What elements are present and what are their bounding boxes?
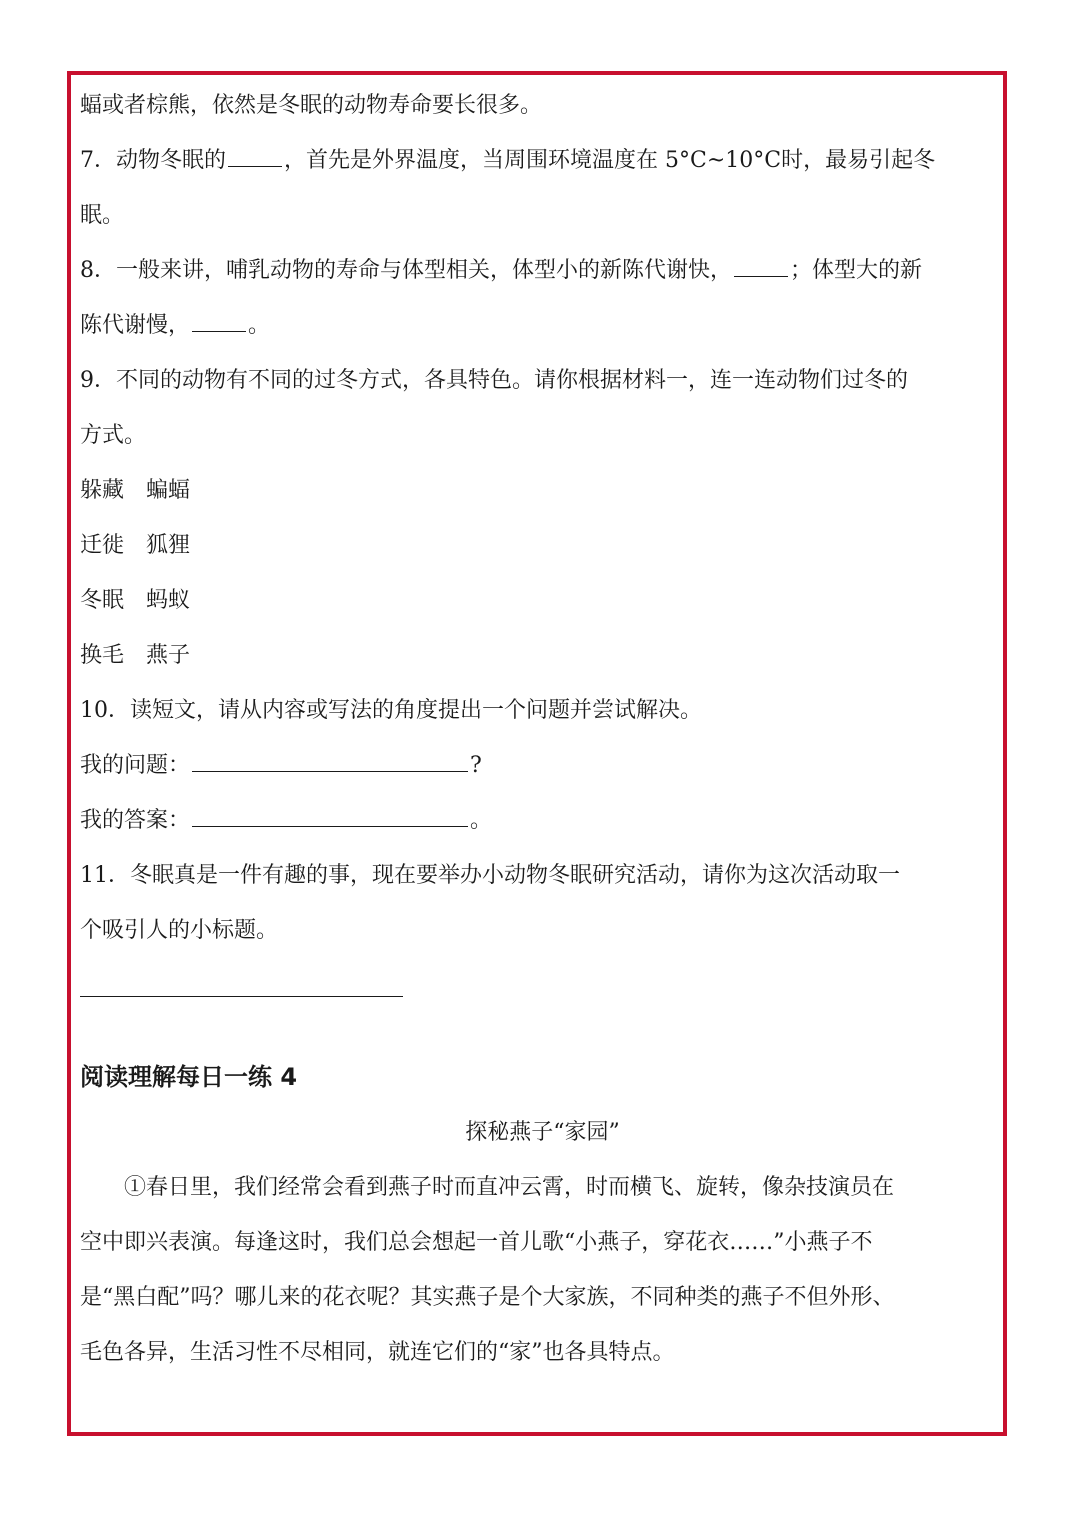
my-question-row xyxy=(80,738,1005,793)
paragraph-line: 毛色各异，生活习性不尽相同，就连它们的“家”也各具特点。 xyxy=(80,1340,675,1365)
question-11: 11．冬眠真是一件有趣的事，现在要举办小动物冬眠研究活动，请你为这次活动取一 xyxy=(80,863,900,888)
animal-label[interactable]: 燕子 xyxy=(146,643,191,668)
method-label[interactable]: 冬眠 xyxy=(80,588,125,613)
paragraph-line: 是“黑白配”吗？哪儿来的花衣呢？其实燕子是个大家族，不同种类的燕子不但外形、 xyxy=(80,1285,895,1310)
my-answer-end: 。 xyxy=(470,808,493,833)
my-question-label: 我的问题： xyxy=(80,753,191,778)
carryover-line: 蝠或者棕熊，依然是冬眠的动物寿命要长很多。 xyxy=(80,93,543,118)
question-7-cont: 眠。 xyxy=(80,203,125,228)
question-11-cont: 个吸引人的小标题。 xyxy=(80,918,279,943)
pair-row xyxy=(80,573,1005,628)
q7-suffix: ，首先是外界温度，当周围环境温度在 5°C~10°C时，最易引起冬 xyxy=(284,148,936,173)
worksheet-content xyxy=(80,78,1005,1380)
pair-row xyxy=(80,628,1005,683)
q7-prefix: 7．动物冬眠的 xyxy=(80,148,226,173)
question-8 xyxy=(80,243,1005,298)
q8-cont-suffix: 。 xyxy=(248,313,271,338)
pair-row xyxy=(80,518,1005,573)
method-label[interactable]: 换毛 xyxy=(80,643,125,668)
paragraph-line: ①春日里，我们经常会看到燕子时而直冲云霄，时而横飞、旋转，像杂技演员在 xyxy=(124,1175,895,1200)
question-9: 9．不同的动物有不同的过冬方式，各具特色。请你根据材料一，连一连动物们过冬的 xyxy=(80,368,908,393)
q8-cont-prefix: 陈代谢慢， xyxy=(80,313,191,338)
title-answer-line[interactable] xyxy=(80,996,403,997)
my-answer-row xyxy=(80,793,1005,848)
q8-blank-1[interactable] xyxy=(734,258,788,277)
method-label[interactable]: 迁徙 xyxy=(80,533,125,558)
method-label[interactable]: 躲藏 xyxy=(80,478,125,503)
my-question-end: ? xyxy=(470,753,482,778)
section-title: 阅读理解每日一练 4 xyxy=(80,1063,298,1091)
q8-middle: ；体型大的新 xyxy=(790,258,923,283)
my-question-blank[interactable] xyxy=(192,753,468,772)
question-7 xyxy=(80,133,1005,188)
question-9-cont: 方式。 xyxy=(80,423,147,448)
paragraph-line: 空中即兴表演。每逢这时，我们总会想起一首儿歌“小燕子，穿花衣……”小燕子不 xyxy=(80,1230,873,1255)
animal-label[interactable]: 蚂蚁 xyxy=(146,588,191,613)
q8-prefix: 8．一般来讲，哺乳动物的寿命与体型相关，体型小的新陈代谢快， xyxy=(80,258,732,283)
animal-label[interactable]: 狐狸 xyxy=(146,533,191,558)
pair-row xyxy=(80,463,1005,518)
my-answer-label: 我的答案： xyxy=(80,808,191,833)
q8-blank-2[interactable] xyxy=(192,313,246,332)
question-8-cont xyxy=(80,298,1005,353)
animal-label[interactable]: 蝙蝠 xyxy=(146,478,191,503)
my-answer-blank[interactable] xyxy=(192,808,468,827)
article-title: 探秘燕子“家园” xyxy=(465,1120,620,1145)
q7-blank[interactable] xyxy=(228,148,282,167)
question-10: 10．读短文，请从内容或写法的角度提出一个问题并尝试解决。 xyxy=(80,698,702,723)
